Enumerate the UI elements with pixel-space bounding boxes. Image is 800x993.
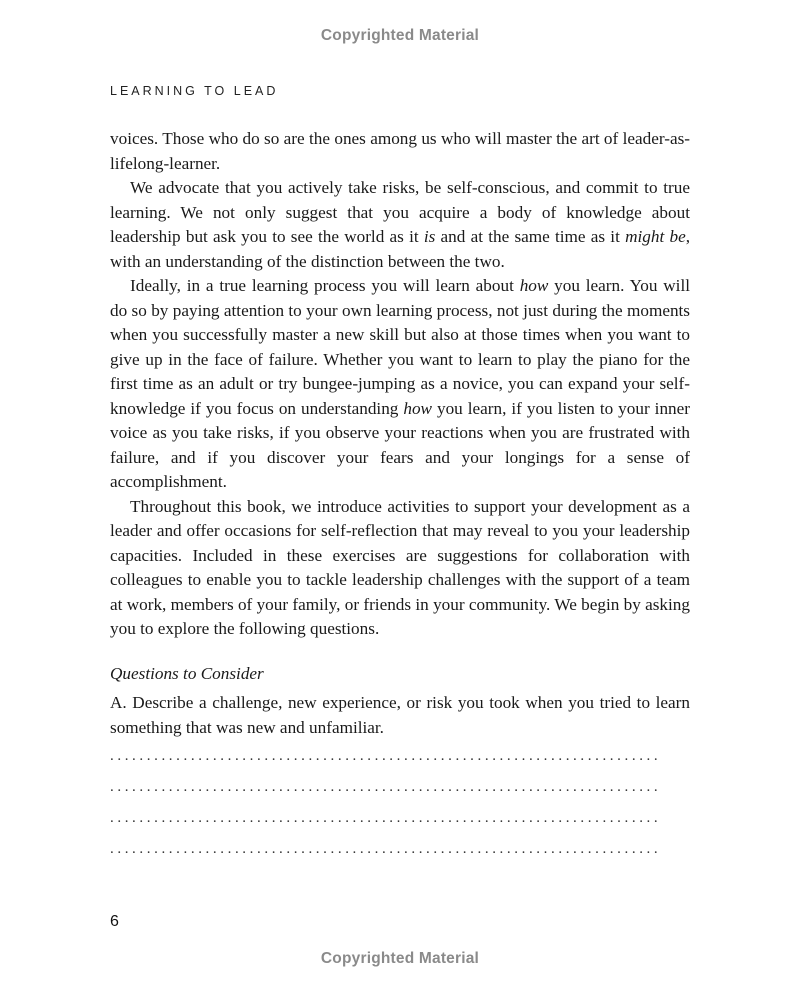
paragraph-3-text-c: you learn. You will do so by paying attention to your own learning process, not just during the moments when you successfully master a new skill but also at those times when you want to give up in the face of failure. Whether you want to learn to play the piano for the first time as an adult or try bungee-jumping as a novice, you can expand your self-knowledge if you focus on understanding (110, 276, 691, 418)
paragraph-3 (110, 274, 690, 495)
paragraph-3-emphasis-how-1: how (519, 276, 549, 295)
answer-line-2: ........................................................................... (110, 779, 662, 795)
question-a: A. Describe a challenge, new experience, or risk you took when you tried to learn something that was new and unfamiliar. (110, 693, 690, 737)
paragraph-3-text-a: Ideally, in a true learning process you will learn about (130, 276, 520, 295)
body-text (110, 127, 690, 642)
paragraph-1: voices. Those who do so are the ones among us who will master the art of leader-as-lifelong-learner. (110, 129, 690, 173)
copyright-watermark-bottom: Copyrighted Material (320, 950, 480, 967)
paragraph-2-text-e: , with an understanding of the distinction between the two. (110, 227, 690, 271)
paragraph-2-emphasis-is: is (423, 227, 436, 246)
paragraph-3-text-e: you learn, if you listen to your inner voice as you take risks, if you observe your reactions when you are frustrated with failure, and if you discover your fears and your longings for a sense of accomplishment. (110, 398, 690, 491)
paragraph-2-text-a: We advocate that you actively take risks, be self-conscious, and commit to true learning. We not only suggest that you acquire a body of knowledge about leadership but ask you to see the world as it (110, 178, 690, 246)
paragraph-2-emphasis-might-be: might be (625, 227, 686, 246)
paragraph-2 (110, 176, 690, 274)
paragraph-4: Throughout this book, we introduce activities to support your development as a leader and offer occasions for self-reflection that may reveal to you your leadership capacities. Included in these exercises are suggestions for collaboration with colleagues to enable you to tackle leadership challenges with the support of a team at work, members of your family, or friends in your community. We begin by asking you to explore the following questions. (110, 496, 690, 638)
paragraph-3-emphasis-how-2: how (403, 398, 433, 418)
paragraph-2-text-c: and at the same time as it (435, 227, 626, 246)
questions-heading: Questions to Consider (110, 664, 264, 683)
answer-line-4: ........................................................................... (110, 841, 662, 857)
page-number: 6 (110, 913, 119, 930)
answer-line-3: ........................................................................... (110, 810, 662, 826)
answer-line-1: ........................................................................... (110, 748, 662, 764)
copyright-watermark-top: Copyrighted Material (320, 27, 480, 44)
running-head: LEARNING TO LEAD (110, 84, 279, 98)
